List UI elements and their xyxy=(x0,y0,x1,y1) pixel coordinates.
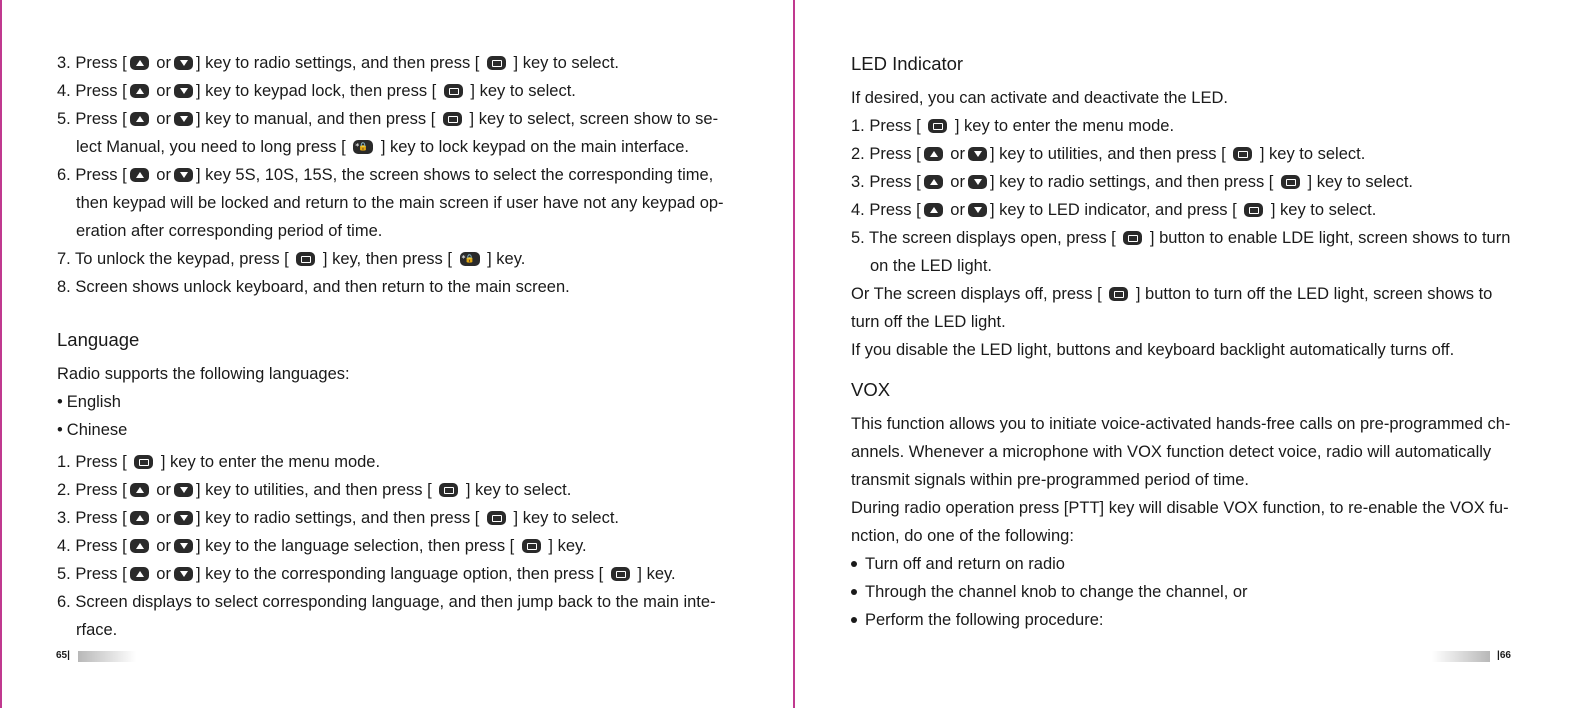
down-arrow-key-icon xyxy=(968,175,987,189)
step-line: 4. Press [ or ] key to the language selection, then press [ ] key. xyxy=(57,537,587,555)
language-steps xyxy=(57,448,757,644)
up-arrow-key-icon xyxy=(130,84,149,98)
book-spine xyxy=(793,0,795,708)
language-bullet: • English xyxy=(57,393,121,411)
up-arrow-key-icon xyxy=(130,483,149,497)
up-arrow-key-icon xyxy=(130,511,149,525)
menu-key-icon xyxy=(611,567,630,581)
down-arrow-key-icon xyxy=(174,112,193,126)
down-arrow-key-icon xyxy=(174,56,193,70)
bullet-dot-icon xyxy=(851,561,857,567)
menu-key-icon xyxy=(444,84,463,98)
text-line: If you disable the LED light, buttons and keyboard backlight automatically turns off. xyxy=(851,341,1455,359)
step-line: 2. Press [ or ] key to utilities, and then press [ ] key to select. xyxy=(57,481,572,499)
up-arrow-key-icon xyxy=(130,56,149,70)
down-arrow-key-icon xyxy=(174,168,193,182)
vox-bullet: Perform the following procedure: xyxy=(851,606,1541,634)
up-arrow-key-icon xyxy=(130,567,149,581)
step-line: lect Manual, you need to long press [ *🔒 ] key to lock keypad on the main interface. xyxy=(57,133,757,161)
text-line: This function allows you to initiate voice-activated hands-free calls on pre-programmed ch- xyxy=(851,415,1511,433)
step-line: then keypad will be locked and return to the main screen if user have not any keypad op- xyxy=(76,194,724,212)
menu-key-icon xyxy=(522,539,541,553)
star-lock-key-icon xyxy=(460,252,480,266)
right-page xyxy=(851,0,1541,708)
step-line: 6. Screen displays to select corresponding language, and then jump back to the main inte- xyxy=(57,593,716,611)
left-page xyxy=(57,0,757,708)
menu-key-icon xyxy=(1244,203,1263,217)
text-line: Or The screen displays off, press [ ] button to turn off the LED light, screen shows to xyxy=(851,285,1493,303)
text-line: If desired, you can activate and deactivate the LED. xyxy=(851,89,1228,107)
menu-key-icon xyxy=(487,511,506,525)
star-lock-key-icon xyxy=(353,140,373,154)
led-section xyxy=(851,84,1541,364)
up-arrow-key-icon xyxy=(924,147,943,161)
menu-key-icon xyxy=(928,119,947,133)
page-number-left: 65| xyxy=(56,650,70,661)
text-line: annels. Whenever a microphone with VOX function detect voice, radio will automatically xyxy=(851,443,1492,461)
step-line: rface. xyxy=(76,621,118,639)
step-line: 6. Press [ or ] key 5S, 10S, 15S, the screen shows to select the corresponding time, xyxy=(57,166,714,184)
menu-key-icon xyxy=(443,112,462,126)
down-arrow-key-icon xyxy=(968,203,987,217)
language-heading: Language xyxy=(57,329,140,350)
vox-heading: VOX xyxy=(851,379,891,400)
menu-key-icon xyxy=(1109,287,1128,301)
step-line: on the LED light. xyxy=(870,257,992,275)
step-line: 8. Screen shows unlock keyboard, and then return to the main screen. xyxy=(57,278,570,296)
footer-bar-right xyxy=(1432,651,1490,662)
led-indicator-heading: LED Indicator xyxy=(851,53,964,74)
up-arrow-key-icon xyxy=(130,112,149,126)
up-arrow-key-icon xyxy=(130,168,149,182)
step-line: 7. To unlock the keypad, press [ ] key, then press [ *🔒 ] key. xyxy=(57,245,757,273)
page-edge-left xyxy=(0,0,2,708)
text-line: nction, do one of the following: xyxy=(851,527,1074,545)
step-line: eration after corresponding period of time. xyxy=(76,222,383,240)
menu-key-icon xyxy=(1281,175,1300,189)
page-number-right: |66 xyxy=(1497,650,1511,661)
menu-key-icon xyxy=(1123,231,1142,245)
down-arrow-key-icon xyxy=(174,483,193,497)
language-bullet: • Chinese xyxy=(57,421,128,439)
step-line: 5. The screen displays open, press [ ] button to enable LDE light, screen shows to turn xyxy=(851,229,1511,247)
up-arrow-key-icon xyxy=(924,203,943,217)
text-line: During radio operation press [PTT] key will disable VOX function, to re-enable the VOX fu- xyxy=(851,499,1509,517)
step-line: 4. Press [ or ] key to LED indicator, and press [ ] key to select. xyxy=(851,201,1377,219)
down-arrow-key-icon xyxy=(174,511,193,525)
step-line: 1. Press [ ] key to enter the menu mode. xyxy=(851,117,1175,135)
bullet-dot-icon xyxy=(851,589,857,595)
keypad-lock-steps xyxy=(57,49,757,301)
footer-bar-left xyxy=(78,651,136,662)
down-arrow-key-icon xyxy=(174,539,193,553)
menu-key-icon xyxy=(1233,147,1252,161)
language-section xyxy=(57,360,757,444)
text-line: transmit signals within pre-programmed period of time. xyxy=(851,471,1249,489)
menu-key-icon xyxy=(134,455,153,469)
step-line: 3. Press [ or ] key to radio settings, and then press [ ] key to select. xyxy=(851,173,1414,191)
down-arrow-key-icon xyxy=(174,84,193,98)
vox-bullet: Turn off and return on radio xyxy=(851,550,1541,578)
vox-section xyxy=(851,410,1541,634)
step-line: 3. Press [ or ] key to radio settings, and then press [ ] key to select. xyxy=(57,54,620,72)
down-arrow-key-icon xyxy=(968,147,987,161)
step-line: 1. Press [ ] key to enter the menu mode. xyxy=(57,453,381,471)
up-arrow-key-icon xyxy=(924,175,943,189)
language-intro: Radio supports the following languages: xyxy=(57,365,350,383)
up-arrow-key-icon xyxy=(130,539,149,553)
step-line: 5. Press [ or ] key to manual, and then press [ ] key to select, screen show to se- xyxy=(57,110,719,128)
text-line: turn off the LED light. xyxy=(851,313,1006,331)
menu-key-icon xyxy=(487,56,506,70)
step-line: 5. Press [ or ] key to the corresponding language option, then press [ ] key. xyxy=(57,565,676,583)
menu-key-icon xyxy=(296,252,315,266)
step-line: 3. Press [ or ] key to radio settings, and then press [ ] key to select. xyxy=(57,509,620,527)
bullet-dot-icon xyxy=(851,617,857,623)
menu-key-icon xyxy=(439,483,458,497)
step-line: 4. Press [ or ] key to keypad lock, then press [ ] key to select. xyxy=(57,82,576,100)
down-arrow-key-icon xyxy=(174,567,193,581)
vox-bullet: Through the channel knob to change the channel, or xyxy=(851,578,1541,606)
step-line: 2. Press [ or ] key to utilities, and then press [ ] key to select. xyxy=(851,145,1366,163)
